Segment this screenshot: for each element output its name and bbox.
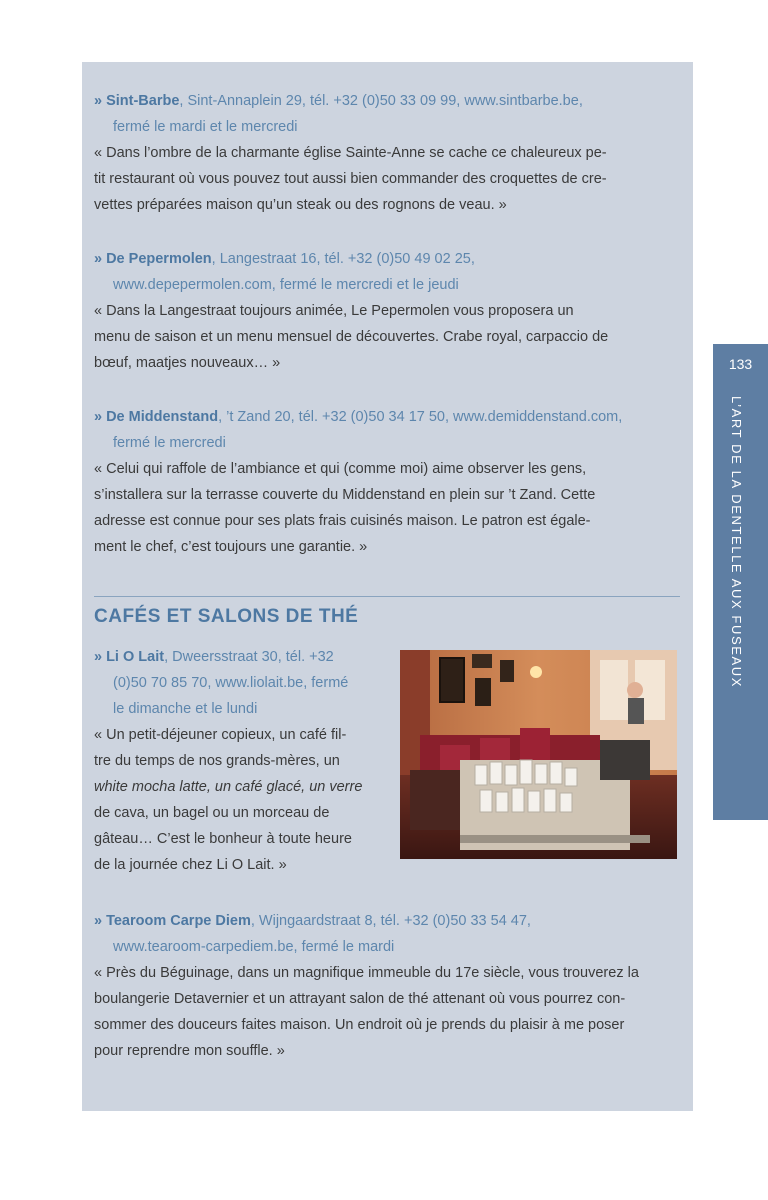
address-line: www.depepermolen.com, fermé le mercredi et le jeudi bbox=[113, 277, 459, 293]
entry-de-middenstand bbox=[94, 404, 680, 560]
restaurant-name: De Pepermolen bbox=[106, 251, 212, 267]
address-line: le dimanche et le lundi bbox=[113, 701, 258, 717]
address-line: fermé le mardi et le mercredi bbox=[113, 119, 298, 135]
entry-info bbox=[94, 908, 680, 960]
review-quote bbox=[94, 722, 384, 878]
review-quote bbox=[94, 140, 680, 218]
address-line: , Wijngaardstraat 8, tél. +32 (0)50 33 54 47, bbox=[250, 913, 531, 929]
chapter-title: L’ART DE LA DENTELLE AUX FUSEAUX bbox=[729, 396, 744, 689]
quote-line: vettes préparées maison qu’un steak ou des rognons de veau. » bbox=[94, 197, 507, 213]
quote-line: « Près du Béguinage, dans un magnifique immeuble du 17e siècle, vous trouverez la bbox=[94, 965, 639, 981]
section-title: CAFÉS ET SALONS DE THÉ bbox=[94, 606, 359, 627]
entry-sint-barbe bbox=[94, 88, 680, 218]
section-divider bbox=[94, 596, 680, 597]
cafe-photo-illustration bbox=[400, 650, 677, 859]
cafe-name: Li O Lait bbox=[106, 649, 165, 665]
entry-info bbox=[94, 246, 680, 298]
cafe-interior-photo bbox=[400, 650, 677, 859]
entry-info bbox=[94, 88, 680, 140]
review-quote bbox=[94, 456, 680, 560]
entry-li-o-lait bbox=[94, 644, 384, 878]
bullet-marker: » bbox=[94, 409, 103, 425]
quote-line: tit restaurant où vous pouvez tout aussi bien commander des croquettes de cre- bbox=[94, 171, 607, 187]
entry-de-pepermolen bbox=[94, 246, 680, 376]
quote-line: white mocha latte, un café glacé, un verre bbox=[94, 779, 363, 795]
cafe-name: Tearoom Carpe Diem bbox=[106, 913, 251, 929]
quote-line: « Dans la Langestraat toujours animée, Le Pepermolen vous proposera un bbox=[94, 303, 574, 319]
bullet-marker: » bbox=[94, 913, 103, 929]
quote-line: « Celui qui raffole de l’ambiance et qui (comme moi) aime observer les gens, bbox=[94, 461, 587, 477]
quote-line: tre du temps de nos grands-mères, un bbox=[94, 753, 340, 769]
quote-line: pour reprendre mon souffle. » bbox=[94, 1043, 285, 1059]
quote-line: s’installera sur la terrasse couverte du Middenstand en plein sur ’t Zand. Cette bbox=[94, 487, 596, 503]
quote-line: de la journée chez Li O Lait. » bbox=[94, 857, 287, 873]
quote-line: gâteau… C’est le bonheur à toute heure bbox=[94, 831, 352, 847]
address-line: www.tearoom-carpediem.be, fermé le mardi bbox=[113, 939, 395, 955]
chapter-tab bbox=[713, 344, 768, 820]
restaurant-name: De Middenstand bbox=[106, 409, 219, 425]
review-quote bbox=[94, 298, 680, 376]
review-quote bbox=[94, 960, 680, 1064]
address-line: , Dweersstraat 30, tél. +32 bbox=[164, 649, 334, 665]
quote-line: boulangerie Detavernier et un attrayant salon de thé attenant où vous pourrez con- bbox=[94, 991, 626, 1007]
quote-line: « Dans l’ombre de la charmante église Sainte-Anne se cache ce chaleureux pe- bbox=[94, 145, 607, 161]
quote-line: adresse est connue pour ses plats frais cuisinés maison. Le patron est égale- bbox=[94, 513, 591, 529]
address-line: , Sint-Annaplein 29, tél. +32 (0)50 33 09 99, www.sintbarbe.be, bbox=[179, 93, 583, 109]
quote-line: bœuf, maatjes nouveaux… » bbox=[94, 355, 281, 371]
bullet-marker: » bbox=[94, 93, 103, 109]
address-line: (0)50 70 85 70, www.liolait.be, fermé bbox=[113, 675, 349, 691]
quote-line: de cava, un bagel ou un morceau de bbox=[94, 805, 330, 821]
entry-tearoom-carpe-diem bbox=[94, 908, 680, 1064]
address-line: , Langestraat 16, tél. +32 (0)50 49 02 25, bbox=[211, 251, 475, 267]
bullet-marker: » bbox=[94, 649, 103, 665]
entry-info bbox=[94, 404, 680, 456]
quote-line: sommer des douceurs faites maison. Un endroit où je prends du plaisir à me poser bbox=[94, 1017, 625, 1033]
page-number: 133 bbox=[728, 356, 753, 372]
bullet-marker: » bbox=[94, 251, 103, 267]
address-line: , ’t Zand 20, tél. +32 (0)50 34 17 50, www.demiddenstand.com, bbox=[218, 409, 623, 425]
quote-line: « Un petit-déjeuner copieux, un café fil- bbox=[94, 727, 347, 743]
quote-line: ment le chef, c’est toujours une garantie. » bbox=[94, 539, 368, 555]
entry-info bbox=[94, 644, 384, 722]
restaurant-name: Sint-Barbe bbox=[106, 93, 180, 109]
address-line: fermé le mercredi bbox=[113, 435, 226, 451]
quote-line: menu de saison et un menu mensuel de découvertes. Crabe royal, carpaccio de bbox=[94, 329, 609, 345]
